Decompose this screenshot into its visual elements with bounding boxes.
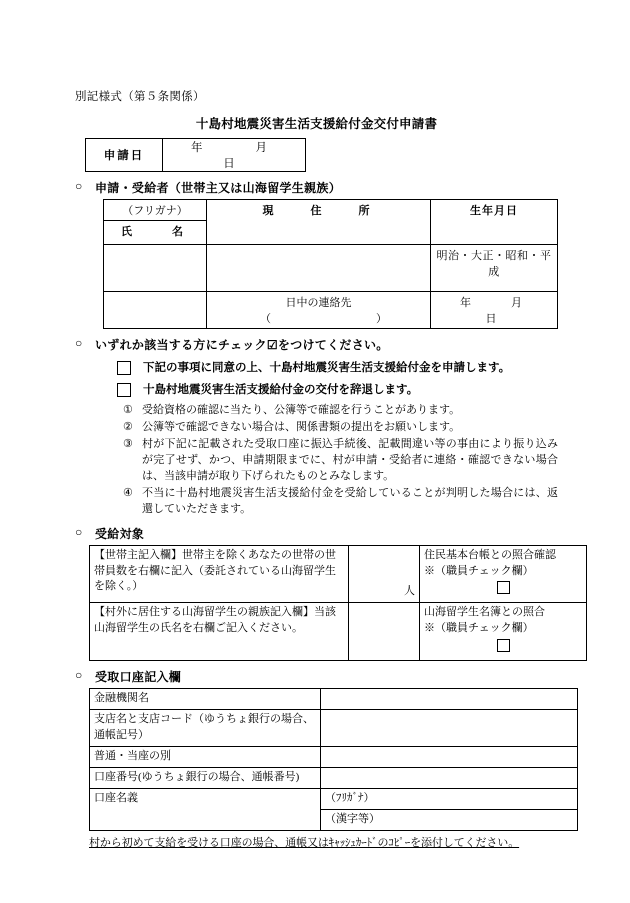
eligibility-row1-unit: 人 <box>404 585 415 598</box>
note-number: ② <box>123 420 133 433</box>
staff-checkbox-cell[interactable] <box>424 579 582 600</box>
checkbox-icon[interactable] <box>117 383 131 397</box>
bank-row-value[interactable] <box>321 767 578 788</box>
list-item <box>123 403 558 419</box>
section-marker-icon: ○ <box>75 336 83 350</box>
applicant-table <box>103 199 562 329</box>
header-birthdate: 生年月日 <box>431 200 558 245</box>
staff-check-title: 住民基本台帳との照合確認 <box>424 548 556 561</box>
era-options[interactable]: 明治・大正・昭和・平成 <box>431 245 558 292</box>
bank-row-value-kana[interactable]: （ﾌﾘｶﾞﾅ） <box>321 788 578 809</box>
table-row <box>104 245 558 292</box>
contact-row[interactable] <box>207 292 431 329</box>
application-date-blanks[interactable]: 年 月 日 <box>163 139 306 172</box>
header-furigana: （フリガナ） <box>104 200 207 221</box>
checkbox-icon[interactable] <box>497 581 510 594</box>
input-name-extra[interactable] <box>104 292 207 329</box>
table-row <box>104 292 558 329</box>
section-heading-applicant <box>75 179 558 196</box>
eligibility-row2-staff <box>420 603 587 661</box>
page-title: 十島村地震災害生活支援給付金交付申請書 <box>195 117 438 131</box>
application-date-label: 申請日 <box>86 139 163 172</box>
table-row <box>90 689 578 710</box>
table-row <box>90 767 578 788</box>
input-name[interactable] <box>104 245 207 292</box>
check-option-decline-label: 十島村地震災害生活支援給付金の交付を辞退します。 <box>143 384 419 396</box>
note-text: 不当に十島村地震災害生活支援給付金を受給していることが判明した場合には、返還していただきます。 <box>142 486 558 515</box>
section-title-applicant: 申請・受給者（世帯主又は山海留学生親族） <box>95 181 342 195</box>
table-row <box>90 747 578 768</box>
contact-paren[interactable]: （ ） <box>260 313 405 325</box>
table-row <box>90 788 578 809</box>
bank-account-table <box>89 688 578 831</box>
table-row <box>90 545 587 603</box>
section-title-eligibility: 受給対象 <box>95 526 145 541</box>
checkbox-icon[interactable] <box>117 361 131 375</box>
staff-check-subtitle: ※（職員チェック欄） <box>424 564 534 577</box>
staff-check-title: 山海留学生名簿との照合 <box>424 606 545 619</box>
eligibility-table <box>89 545 587 662</box>
bank-row-label: 金融機関名 <box>90 689 321 710</box>
section-heading-check <box>75 336 558 353</box>
bank-row-value-kanji[interactable]: （漢字等） <box>321 809 578 830</box>
eligibility-row1-staff <box>420 545 587 603</box>
bank-row-label: 支店名と支店コード（ゆうちょ銀行の場合、通帳記号） <box>90 710 321 747</box>
checkbox-icon[interactable] <box>497 639 510 652</box>
check-option-apply[interactable] <box>117 359 558 375</box>
note-number: ④ <box>123 486 133 499</box>
bank-row-value[interactable] <box>321 689 578 710</box>
form-id: 別記様式（第５条関係） <box>75 91 205 103</box>
bank-row-label: 普通・当座の別 <box>90 747 321 768</box>
input-address[interactable] <box>207 245 431 292</box>
check-option-decline[interactable] <box>117 381 558 397</box>
birthdate-ymd[interactable]: 年 月 日 <box>431 292 558 329</box>
header-address: 現 住 所 <box>207 200 431 245</box>
staff-checkbox-cell[interactable] <box>424 637 582 658</box>
notes-list <box>75 403 558 518</box>
list-item <box>123 437 558 485</box>
table-row <box>86 139 306 172</box>
table-row <box>90 603 587 661</box>
bank-row-value[interactable] <box>321 747 578 768</box>
check-option-apply-label: 下記の事項に同意の上、十島村地震災害生活支援給付金を申請します。 <box>143 362 511 374</box>
section-marker-icon: ○ <box>75 524 83 539</box>
note-text: 村が下記に記載された受取口座に振込手続後、記載間違い等の事由により振り込みが完了せず、かつ、申請期限までに、村が申請・受給者に連絡・確認できない場合は、当該申請が取り下げられたものとみなします。 <box>142 437 558 482</box>
bank-row-label: 口座名義 <box>90 788 321 830</box>
list-item <box>123 486 558 518</box>
table-row <box>90 710 578 747</box>
section-marker-icon: ○ <box>75 179 83 193</box>
staff-check-subtitle: ※（職員チェック欄） <box>424 622 534 635</box>
footer-note: 村から初めて支給を受ける口座の場合、通帳又はｷｬｯｼｭｶｰﾄﾞのｺﾋﾟｰを添付してください。 <box>89 836 520 849</box>
section-title-bank: 受取口座記入欄 <box>95 670 182 685</box>
list-item <box>123 420 558 436</box>
note-text: 受給資格の確認に当たり、公簿等で確認を行うことがあります。 <box>142 404 461 416</box>
bank-row-value[interactable] <box>321 710 578 747</box>
contact-label: 日中の連絡先 <box>285 297 352 309</box>
table-row <box>104 200 558 221</box>
eligibility-row1-input[interactable] <box>349 545 420 603</box>
application-date-table <box>85 138 320 172</box>
section-marker-icon: ○ <box>75 668 83 683</box>
note-text: 公簿等で確認できない場合は、関係書類の提出をお願いします。 <box>142 420 461 433</box>
section-heading-bank <box>75 668 558 685</box>
bank-row-label: 口座番号(ゆうちょ銀行の場合、通帳番号) <box>90 767 321 788</box>
eligibility-row2-label: 【村外に居住する山海留学生の親族記入欄】当該山海留学生の氏名を右欄ご記入ください。 <box>90 603 349 661</box>
section-title-check: いずれか該当する方にチェック☑をつけてください。 <box>95 338 389 352</box>
section-heading-eligibility <box>75 525 558 542</box>
note-number: ① <box>123 404 133 416</box>
eligibility-row1-label: 【世帯主記入欄】世帯主を除くあなたの世帯の世帯員数を右欄に記入（委託されている山海留学生を除く。） <box>90 545 349 603</box>
note-number: ③ <box>123 437 133 450</box>
eligibility-row2-input[interactable] <box>349 603 420 661</box>
header-name: 氏 名 <box>104 221 207 245</box>
